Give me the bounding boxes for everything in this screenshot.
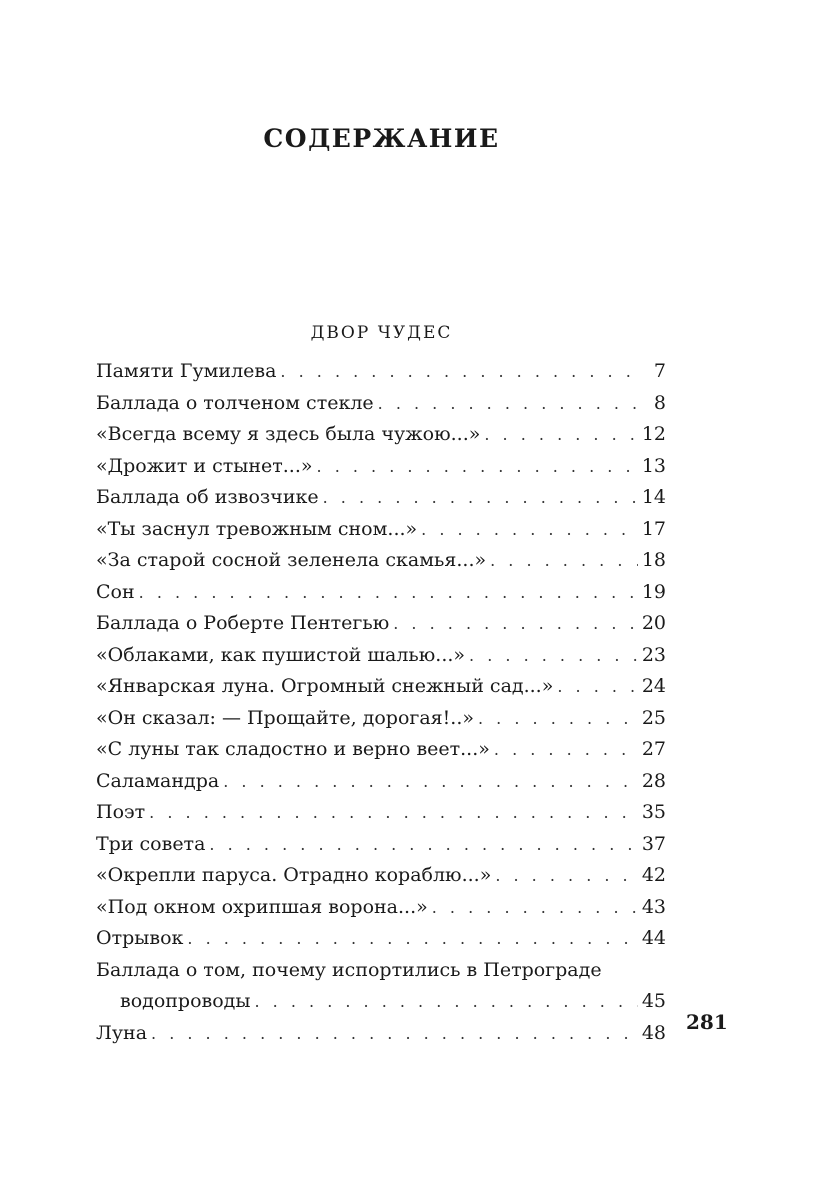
leader-dots	[323, 483, 638, 513]
toc-entry-page: 23	[641, 643, 666, 666]
toc-entry-title: «Он сказал: — Прощайте, дорогая!..»	[96, 706, 474, 729]
page-number: 281	[686, 1010, 728, 1034]
toc-entry-title: Баллада о том, почему испортились в Петрограде	[96, 958, 602, 981]
toc-entry-title: «Облаками, как пушистой шалью...»	[96, 643, 466, 666]
toc-entry-title: Баллада о толченом стекле	[96, 391, 374, 414]
toc-entry	[96, 797, 666, 829]
leader-dots	[490, 546, 638, 576]
toc-entry	[96, 766, 666, 798]
leader-dots	[469, 641, 638, 671]
toc-entry-title: «Январская луна. Огромный снежный сад...»	[96, 675, 554, 697]
toc-entry-page: 12	[641, 423, 666, 445]
table-of-contents	[96, 356, 666, 1049]
toc-entry-title: Три совета	[96, 832, 206, 855]
section-heading: ДВОР ЧУДЕС	[310, 323, 453, 343]
leader-dots	[209, 830, 637, 860]
toc-entry-page: 27	[641, 738, 666, 760]
toc-entry-page: 45	[641, 990, 666, 1012]
leader-dots	[557, 672, 637, 702]
toc-entry	[96, 955, 666, 1018]
toc-entry-page: 13	[641, 454, 666, 477]
toc-entry-title: Саламандра	[96, 769, 220, 792]
toc-entry	[96, 514, 666, 546]
toc-entry-title: «Дрожит и стынет...»	[96, 454, 313, 477]
toc-entry-page: 25	[641, 706, 666, 729]
toc-entry	[96, 640, 666, 672]
toc-entry	[96, 388, 666, 420]
toc-entry-title: «Окрепли паруса. Отрадно кораблю...»	[96, 864, 492, 886]
leader-dots	[139, 578, 638, 608]
toc-entry-title: «С луны так сладостно и верно веет...»	[96, 738, 490, 760]
toc-entry-page: 19	[641, 580, 666, 603]
toc-entry-title: Поэт	[96, 801, 146, 823]
toc-entry	[96, 608, 666, 640]
leader-dots	[378, 389, 638, 419]
toc-entry	[96, 829, 666, 861]
toc-entry-page: 43	[641, 895, 666, 918]
leader-dots	[280, 357, 638, 387]
toc-entry-title: Баллада об извозчике	[96, 486, 319, 508]
toc-entry-page: 18	[641, 549, 666, 571]
toc-entry	[96, 923, 666, 955]
toc-entry	[96, 1018, 666, 1050]
toc-entry-title: «Всегда всему я здесь была чужою...»	[96, 423, 481, 445]
toc-entry-page: 24	[641, 675, 666, 697]
leader-dots	[317, 452, 638, 482]
toc-entry-title: «Ты заснул тревожным сном...»	[96, 517, 418, 540]
leader-dots	[478, 704, 638, 734]
toc-entry-title: Баллада о Роберте Пентегью	[96, 612, 390, 634]
leader-dots	[484, 420, 637, 450]
leader-dots	[151, 1019, 638, 1049]
toc-entry	[96, 892, 666, 924]
leader-dots	[149, 798, 638, 828]
toc-entry	[96, 860, 666, 892]
toc-entry-page: 8	[653, 391, 666, 414]
toc-entry-page: 42	[641, 864, 666, 886]
leader-dots	[432, 893, 638, 923]
toc-entry-title: Сон	[96, 580, 135, 603]
toc-entry-title: Отрывок	[96, 927, 184, 949]
toc-entry-title: Луна	[96, 1021, 148, 1044]
toc-entry-page: 14	[641, 486, 666, 508]
toc-entry	[96, 482, 666, 514]
toc-entry	[96, 577, 666, 609]
toc-entry	[96, 451, 666, 483]
leader-dots	[255, 987, 638, 1017]
toc-entry	[96, 419, 666, 451]
toc-entry-page: 37	[641, 832, 666, 855]
leader-dots	[494, 735, 638, 765]
leader-dots	[421, 515, 638, 545]
toc-entry-title-continued: водопроводы	[120, 990, 251, 1012]
toc-entry	[96, 545, 666, 577]
toc-entry-page: 44	[641, 927, 666, 949]
toc-entry-title: Памяти Гумилева	[96, 360, 277, 382]
toc-entry-page: 17	[641, 517, 666, 540]
toc-entry-title: «За старой сосной зеленела скамья...»	[96, 549, 487, 571]
toc-entry	[96, 734, 666, 766]
toc-entry	[96, 703, 666, 735]
toc-entry-page: 35	[641, 801, 666, 823]
toc-entry-page: 7	[653, 360, 666, 382]
toc-entry-page: 28	[641, 769, 666, 792]
toc-entry	[96, 671, 666, 703]
toc-entry-page: 48	[641, 1021, 666, 1044]
leader-dots	[393, 609, 638, 639]
leader-dots	[495, 861, 637, 891]
page-title: СОДЕРЖАНИЕ	[263, 124, 500, 153]
toc-entry-page: 20	[641, 612, 666, 634]
leader-dots	[187, 924, 637, 954]
toc-entry	[96, 356, 666, 388]
leader-dots	[223, 767, 638, 797]
toc-entry-title: «Под окном охрипшая ворона...»	[96, 895, 428, 918]
